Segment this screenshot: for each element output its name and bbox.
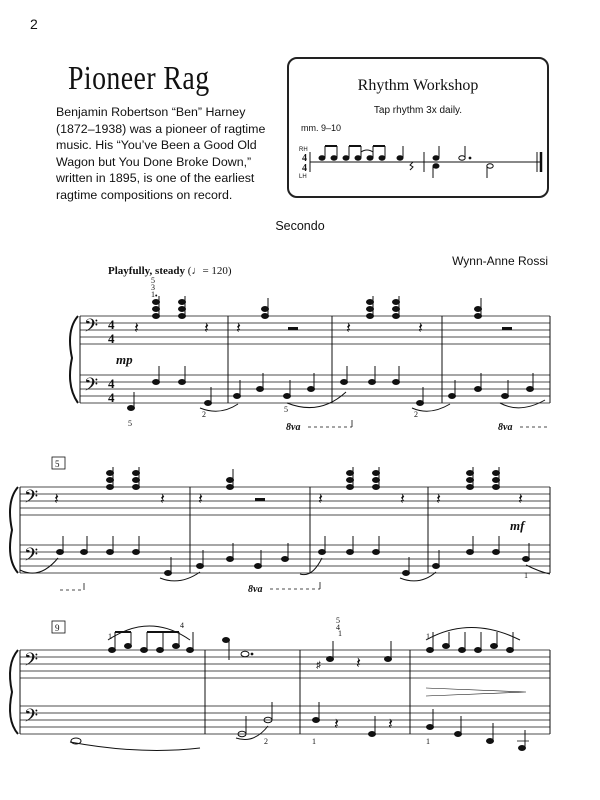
fingering: 5: [151, 276, 155, 285]
composer: Wynn-Anne Rossi: [452, 254, 548, 268]
tempo-mm: = 120: [202, 265, 228, 277]
svg-text:𝄽: 𝄽: [318, 491, 323, 508]
page-title: Pioneer Rag: [68, 60, 210, 97]
svg-text:𝄽: 𝄽: [54, 491, 59, 508]
dynamic-mp: mp: [116, 352, 133, 367]
part-label: Secondo: [275, 219, 325, 233]
svg-text:5: 5: [336, 616, 340, 625]
rw-time-bottom: 4: [302, 163, 307, 174]
svg-text:4: 4: [336, 623, 340, 632]
svg-text:𝄽: 𝄽: [346, 320, 351, 337]
tempo-marking: Playfully, steady (♩= 120): [108, 265, 232, 277]
system-3: [10, 616, 550, 751]
svg-text:𝄽: 𝄽: [436, 491, 441, 508]
system-2: [10, 457, 550, 595]
svg-text:♯: ♯: [316, 660, 321, 671]
bass-clef-icon: 𝄢: [84, 316, 99, 341]
svg-text:𝄽: 𝄽: [334, 716, 339, 733]
quarter-note-icon: ♩: [191, 265, 203, 277]
bass-clef-icon: 𝄢: [24, 545, 39, 570]
svg-text:5: 5: [128, 419, 132, 428]
brace: [70, 316, 78, 403]
svg-text:1: 1: [338, 629, 342, 638]
svg-text:2: 2: [202, 410, 206, 419]
rhythm-workshop-title: Rhythm Workshop: [357, 77, 479, 94]
ottava-mark: 8va: [248, 584, 263, 595]
svg-text:𝄽: 𝄽: [356, 655, 361, 672]
svg-text:𝄽: 𝄽: [134, 320, 139, 337]
time-sig-bottom: 4: [108, 390, 115, 405]
ottava-mark: 8va: [286, 422, 301, 433]
svg-text:𝄽: 𝄽: [160, 491, 165, 508]
rhythm-workshop-instruction: Tap rhythm 3x daily.: [373, 105, 463, 116]
svg-text:𝄽: 𝄽: [198, 491, 203, 508]
ottava-mark: 8va: [498, 422, 513, 433]
svg-text:𝄽: 𝄽: [518, 491, 523, 508]
system-1: [70, 276, 550, 433]
bass-clef-icon: 𝄢: [24, 487, 39, 512]
rh-label: RH: [299, 147, 308, 153]
bass-clef-icon: 𝄢: [24, 706, 39, 731]
svg-text:1: 1: [312, 737, 316, 746]
rw-rh-notes: [319, 146, 471, 160]
fingering: 1: [151, 290, 155, 299]
time-sig-bottom: 4: [108, 331, 115, 346]
svg-text:𝄽: 𝄽: [400, 491, 405, 508]
svg-text:𝄽: 𝄽: [236, 320, 241, 337]
measure-number: 5: [55, 459, 60, 469]
tempo-label: Playfully, steady: [108, 265, 186, 277]
treble-staff-lines: [80, 316, 550, 344]
svg-text:𝄽: 𝄽: [204, 320, 209, 337]
svg-text:1: 1: [426, 737, 430, 746]
svg-text:5: 5: [284, 405, 288, 414]
svg-text:•: •: [155, 293, 158, 300]
bass-clef-icon: 𝄢: [24, 650, 39, 675]
svg-text:𝄽: 𝄽: [388, 716, 393, 733]
svg-text:2: 2: [414, 410, 418, 419]
time-sig-top: 4: [108, 317, 115, 332]
rhythm-workshop-staff: [299, 146, 542, 180]
svg-text:1: 1: [108, 632, 112, 641]
rw-time-top: 4: [302, 153, 307, 164]
page-number: 2: [30, 16, 38, 32]
bass-clef-icon: 𝄢: [84, 375, 99, 400]
lh-label: LH: [299, 174, 307, 180]
time-sig-top: 4: [108, 376, 115, 391]
svg-text:1: 1: [524, 571, 528, 580]
svg-text:𝄽: 𝄽: [418, 320, 423, 337]
svg-text:4: 4: [180, 621, 184, 630]
measure-number: 9: [55, 623, 60, 633]
dynamic-mf: mf: [510, 518, 525, 533]
svg-text:2: 2: [264, 737, 268, 746]
rhythm-workshop-measures: mm. 9–10: [301, 123, 342, 133]
fingering: 3: [151, 283, 155, 292]
intro-paragraph: Benjamin Robertson “Ben” Harney (1872–1938) was a pioneer of ragtime music. His “You’ve Been a Good Old Wagon but You Done Broke Down,” written in 1895, is one of the earliest ragtime compositions on record.: [56, 105, 266, 202]
rw-lh-notes: [410, 162, 493, 178]
svg-text:1: 1: [426, 632, 430, 641]
